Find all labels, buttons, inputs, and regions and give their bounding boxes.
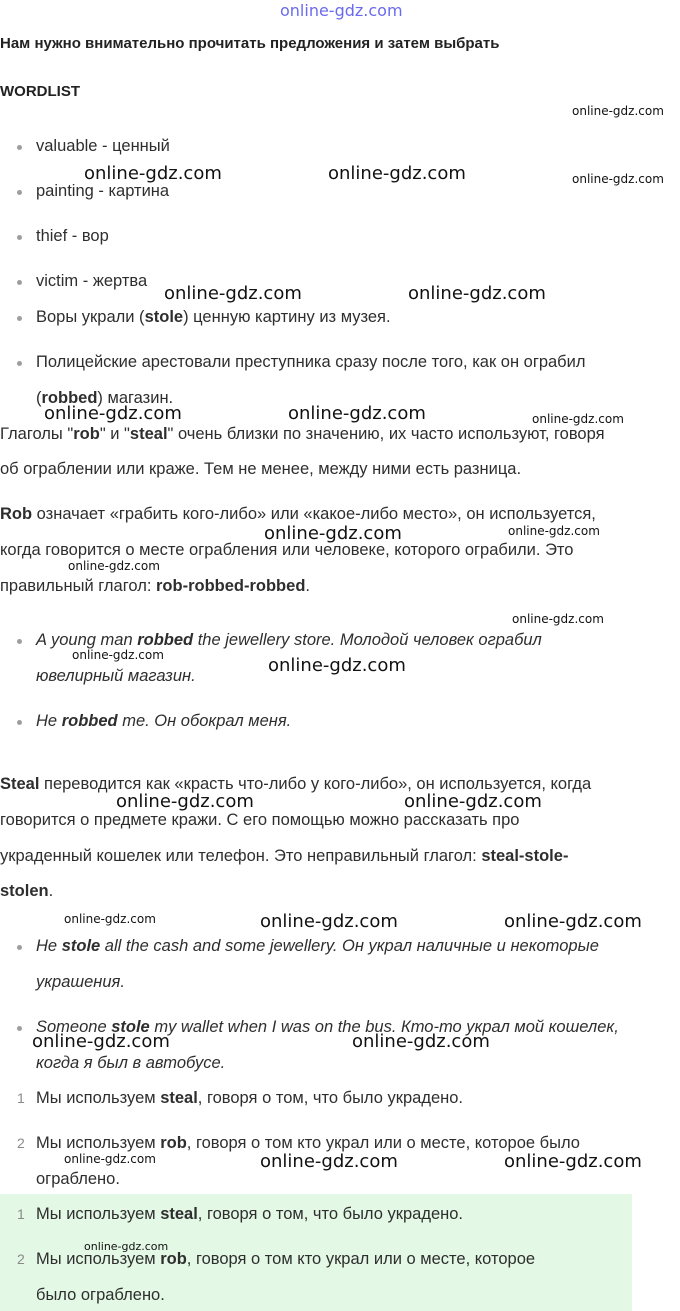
header-watermark: online-gdz.com	[280, 1, 403, 20]
watermark: online-gdz.com	[72, 648, 164, 662]
watermark: online-gdz.com	[532, 412, 624, 426]
compare-paragraph: Глаголы "rob" и "steal" очень близки по значению, их часто используют, говоря	[0, 425, 605, 443]
list-number: 1	[17, 1206, 25, 1222]
wordlist-item: thief - вор	[36, 227, 109, 245]
watermark: online-gdz.com	[504, 911, 642, 932]
watermark: online-gdz.com	[260, 1151, 398, 1172]
bullet-icon	[17, 720, 22, 725]
rob-example: He robbed me. Он обокрал меня.	[36, 712, 292, 730]
watermark: online-gdz.com	[328, 163, 466, 184]
answer-item: Мы используем rob, говоря о том кто украл или о месте, которое	[36, 1250, 536, 1268]
watermark: online-gdz.com	[512, 612, 604, 626]
wordlist-item: painting - картина	[36, 182, 170, 200]
example-sentence: Полицейские арестовали преступника сразу после того, как он ограбил	[36, 353, 586, 371]
bullet-icon	[17, 145, 22, 150]
steal-example-cont: украшения.	[36, 973, 125, 991]
watermark: online-gdz.com	[84, 1240, 169, 1253]
list-item: Мы используем steal, говоря о том, что было украдено.	[36, 1089, 463, 1107]
bullet-icon	[17, 280, 22, 285]
steal-forms-cont: stolen.	[0, 882, 54, 900]
watermark: online-gdz.com	[268, 655, 406, 676]
watermark: online-gdz.com	[288, 403, 426, 424]
watermark: online-gdz.com	[572, 104, 664, 118]
watermark: online-gdz.com	[116, 791, 254, 812]
bullet-icon	[17, 945, 22, 950]
compare-paragraph-cont: об ограблении или краже. Тем не менее, между ними есть разница.	[0, 460, 522, 478]
list-item: Мы используем rob, говоря о том кто украл или о месте, которое было	[36, 1134, 580, 1152]
watermark: online-gdz.com	[64, 1152, 156, 1166]
steal-example: Someone stole my wallet when I was on the bus. Кто-то украл мой кошелек,	[36, 1018, 619, 1036]
wordlist-item: valuable - ценный	[36, 137, 170, 155]
watermark: online-gdz.com	[264, 523, 402, 544]
watermark: online-gdz.com	[508, 524, 600, 538]
bullet-icon	[17, 235, 22, 240]
watermark: online-gdz.com	[404, 791, 542, 812]
watermark: online-gdz.com	[352, 1031, 490, 1052]
answer-item-cont: было ограблено.	[36, 1286, 165, 1304]
rob-forms: правильный глагол: rob-robbed-robbed.	[0, 577, 310, 595]
intro-text: Нам нужно внимательно прочитать предложения и затем выбрать	[0, 35, 500, 52]
steal-example-cont: когда я был в автобусе.	[36, 1054, 226, 1072]
watermark: online-gdz.com	[164, 283, 302, 304]
list-number: 1	[17, 1090, 25, 1106]
watermark: online-gdz.com	[44, 403, 182, 424]
steal-paragraph: Steal переводится как «красть что-либо у кого-либо», он используется, когда	[0, 775, 592, 793]
rob-example-cont: ювелирный магазин.	[36, 667, 196, 685]
bullet-icon	[17, 639, 22, 644]
bullet-icon	[17, 316, 22, 321]
bullet-icon	[17, 190, 22, 195]
watermark: online-gdz.com	[408, 283, 546, 304]
watermark: online-gdz.com	[572, 172, 664, 186]
steal-forms: украденный кошелек или телефон. Это неправильный глагол: steal-stole-	[0, 847, 569, 865]
list-number: 2	[17, 1135, 25, 1151]
rob-example: A young man robbed the jewellery store. Молодой человек ограбил	[36, 631, 542, 649]
example-sentence-cont: (robbed) магазин.	[36, 389, 174, 407]
steal-example: He stole all the cash and some jewellery. Он украл наличные и некоторые	[36, 937, 599, 955]
bullet-icon	[17, 361, 22, 366]
answer-item: Мы используем steal, говоря о том, что было украдено.	[36, 1205, 463, 1223]
rob-paragraph-cont: когда говорится о месте ограбления или человеке, которого ограбили. Это	[0, 541, 574, 559]
watermark: online-gdz.com	[32, 1031, 170, 1052]
list-item-cont: ограблено.	[36, 1170, 120, 1188]
example-sentence: Воры украли (stole) ценную картину из музея.	[36, 308, 391, 326]
watermark: online-gdz.com	[68, 559, 160, 573]
wordlist-title: WORDLIST	[0, 83, 80, 100]
watermark: online-gdz.com	[260, 911, 398, 932]
watermark: online-gdz.com	[64, 912, 156, 926]
wordlist-item: victim - жертва	[36, 272, 148, 290]
bullet-icon	[17, 1026, 22, 1031]
steal-paragraph-cont: говорится о предмете кражи. С его помощью можно рассказать про	[0, 811, 520, 829]
rob-paragraph: Rob означает «грабить кого-либо» или «какое-либо место», он используется,	[0, 505, 596, 523]
watermark: online-gdz.com	[84, 163, 222, 184]
watermark: online-gdz.com	[504, 1151, 642, 1172]
list-number: 2	[17, 1251, 25, 1267]
